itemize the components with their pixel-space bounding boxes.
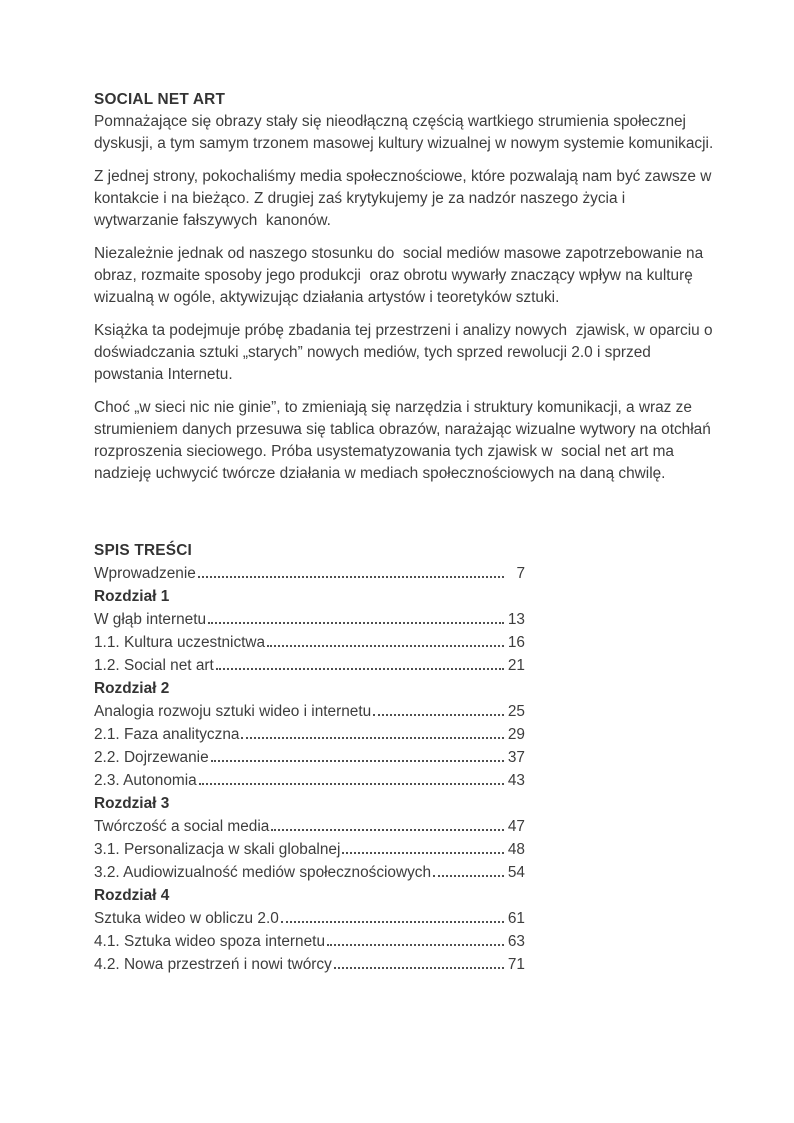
toc-leader-dots	[342, 852, 504, 854]
toc-chapter-heading: Rozdział 2	[94, 680, 170, 697]
article	[94, 89, 717, 976]
toc-entry-page-number: 7	[516, 565, 525, 582]
toc-entry	[94, 608, 525, 631]
toc-leader-dots	[433, 875, 504, 877]
toc-chapter-heading: Rozdział 4	[94, 887, 170, 904]
toc-entry-page-number: 54	[507, 864, 525, 881]
toc-entry	[94, 953, 525, 976]
toc-leader-dots	[327, 944, 504, 946]
toc-leader-dots	[267, 645, 504, 647]
toc-entry-page-number: 13	[507, 611, 525, 628]
toc-leader-dots	[211, 760, 504, 762]
toc-leader-dots	[216, 668, 504, 670]
toc-entry-page-number: 29	[507, 726, 525, 743]
toc-entry	[94, 654, 525, 677]
toc-entry-label: 2.3. Autonomia	[94, 772, 197, 789]
toc-chapter-heading: Rozdział 1	[94, 588, 170, 605]
toc-entry-label: 3.1. Personalizacja w skali globalnej	[94, 841, 341, 858]
toc-entry-label: 4.2. Nowa przestrzeń i nowi twórcy	[94, 956, 332, 973]
toc-entry	[94, 631, 525, 654]
toc-entry-label: 4.1. Sztuka wideo spoza internetu	[94, 933, 326, 950]
article-paragraph: Z jednej strony, pokochaliśmy media społecznościowe, które pozwalają nam być zawsze w kontakcie i na bieżąco. Z drugiej zaś krytykujemy je za nadzór naszego życia i wytwarzanie fałszywych kanonów.	[94, 168, 716, 229]
toc-entry-label: 2.2. Dojrzewanie	[94, 749, 209, 766]
toc-entry-page-number: 63	[507, 933, 525, 950]
toc-entry	[94, 746, 525, 769]
toc-entry-label: Wprowadzenie	[94, 565, 196, 582]
toc-entry-page-number: 43	[507, 772, 525, 789]
article-paragraph: Choć „w sieci nic nie ginie”, to zmieniają się narzędzia i struktury komunikacji, a wraz ze strumieniem danych przesuwa się tablica obrazów, narażając wizualne wytwory na otchłań rozproszenia sieciowego. Próba usystematyzowania tych zjawisk w social net art ma nadzieję uchwycić twórcze działania w mediach społecznościowych na daną chwilę.	[94, 399, 716, 482]
toc-entry-label: W głąb internetu	[94, 611, 207, 628]
toc-entry-page-number: 61	[507, 910, 525, 927]
table-of-contents	[94, 539, 525, 976]
article-paragraphs	[94, 111, 717, 485]
article-title: SOCIAL NET ART	[94, 91, 226, 108]
toc-entry-label: 1.1. Kultura uczestnictwa	[94, 634, 266, 651]
toc-entry-label: Twórczość a social media	[94, 818, 270, 835]
toc-entry-page-number: 25	[507, 703, 525, 720]
article-paragraph: Niezależnie jednak od naszego stosunku do social mediów masowe zapotrzebowanie na obraz, rozmaite sposoby jego produkcji oraz obrotu wywarły znaczący wpływ na kulturę wizualną w ogóle, aktywizując działania artystów i teoretyków sztuki.	[94, 245, 708, 306]
toc-entry	[94, 838, 525, 861]
toc-entry-label: 1.2. Social net art	[94, 657, 214, 674]
toc-entry	[94, 769, 525, 792]
toc-leader-dots	[198, 576, 504, 578]
toc-entry-label: Sztuka wideo w obliczu 2.0	[94, 910, 279, 927]
toc-leader-dots	[271, 829, 504, 831]
toc-entry	[94, 723, 525, 746]
toc-entry	[94, 562, 525, 585]
toc-entry-label: 3.2. Audiowizualność mediów społecznościowych	[94, 864, 432, 881]
toc-entry-page-number: 47	[507, 818, 525, 835]
toc-leader-dots	[199, 783, 504, 785]
toc-chapter-heading: Rozdział 3	[94, 795, 170, 812]
toc-entry	[94, 861, 525, 884]
toc-entry-page-number: 48	[507, 841, 525, 858]
toc-entry-page-number: 37	[507, 749, 525, 766]
toc-leader-dots	[373, 714, 504, 716]
toc-leader-dots	[208, 622, 504, 624]
toc-entries	[94, 562, 525, 976]
toc-leader-dots	[281, 921, 504, 923]
toc-entry-label: 2.1. Faza analityczna	[94, 726, 240, 743]
toc-entry-page-number: 71	[507, 956, 525, 973]
article-paragraph: Pomnażające się obrazy stały się nieodłączną częścią wartkiego strumienia społecznej dyskusji, a tym samym trzonem masowej kultury wizualnej w nowym systemie komunikacji.	[94, 113, 714, 152]
toc-entry-page-number: 21	[507, 657, 525, 674]
toc-entry	[94, 815, 525, 838]
toc-leader-dots	[334, 967, 504, 969]
toc-entry-page-number: 16	[507, 634, 525, 651]
article-paragraph: Książka ta podejmuje próbę zbadania tej przestrzeni i analizy nowych zjawisk, w oparciu o doświadczania sztuki „starych” nowych mediów, tych sprzed rewolucji 2.0 i sprzed powstania Internetu.	[94, 322, 717, 383]
toc-entry-label: Analogia rozwoju sztuki wideo i internetu	[94, 703, 372, 720]
toc-title: SPIS TREŚCI	[94, 542, 192, 559]
toc-entry	[94, 930, 525, 953]
toc-entry	[94, 700, 525, 723]
toc-entry	[94, 907, 525, 930]
toc-leader-dots	[241, 737, 504, 739]
